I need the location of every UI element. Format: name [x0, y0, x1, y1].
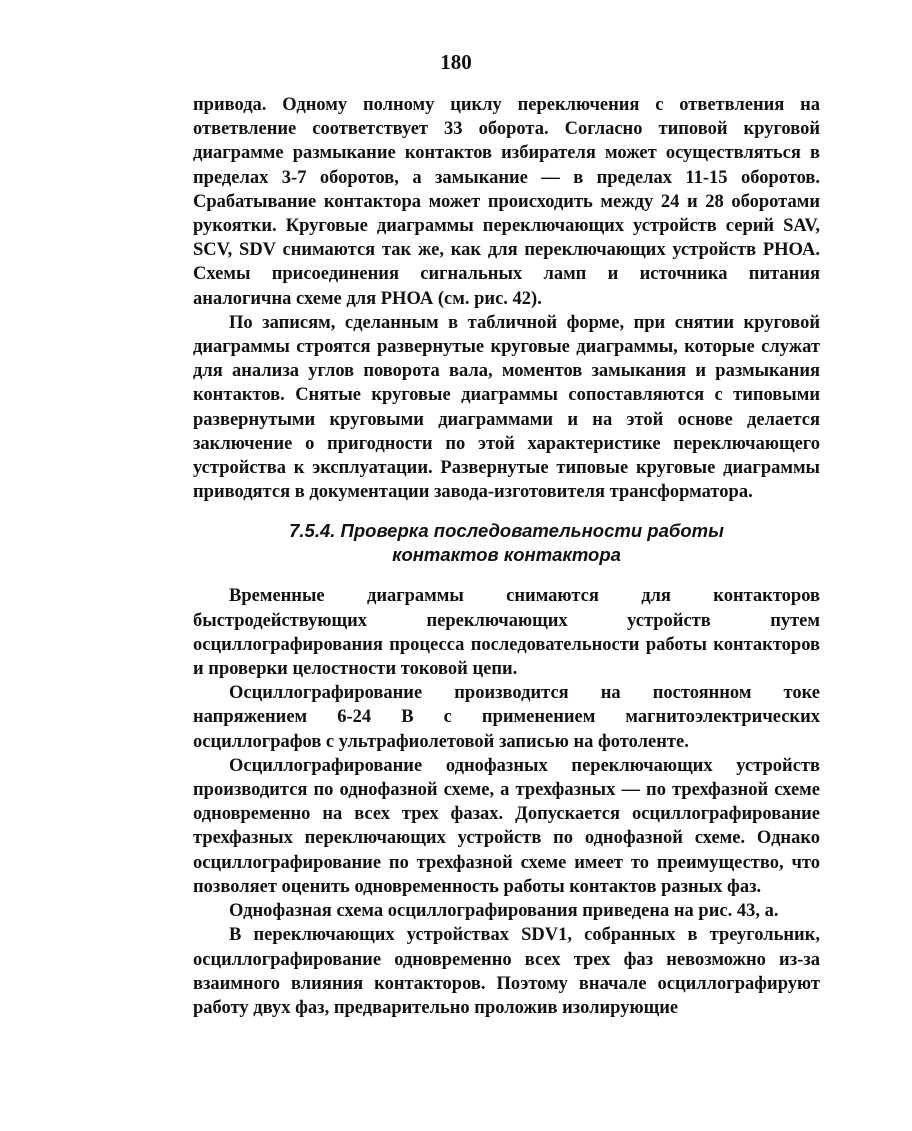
- paragraph: Временные диаграммы снимаются для контакторов быстродействующих переключающих устройств путем осциллографирования процесса последовательности работы контакторов и проверки целостности токовой цепи.: [193, 586, 820, 680]
- paragraph: Однофазная схема осциллографирования приведена на рис. 43, а.: [229, 901, 779, 922]
- paragraph: Осциллографирование однофазных переключающих устройств производится по однофазной схеме, а трехфазных — по трехфазной схеме одновременно на всех трех фазах. Допускается осциллографирование трехфазных переключающих устройств по однофазной схеме. Однако осциллографирование по трехфазной схеме имеет то преимущество, что позволяет оценить одновременность работы контактов разных фаз.: [193, 755, 820, 897]
- section-heading: [193, 519, 820, 567]
- section-heading-line-1: 7.5.4. Проверка последовательности работы: [289, 520, 724, 542]
- section-heading-line-2: контактов контактора: [392, 544, 621, 566]
- page-body: [193, 93, 820, 1020]
- paragraph-continues: В переключающих устройствах SDV1, собранных в треугольник, осциллографирование одновременно всех трех фаз невозможно из-за взаимного влияния контакторов. Поэтому вначале осциллографируют работу двух фаз, предварительно проложив изолирующие: [193, 925, 820, 1018]
- page-number: 180: [440, 50, 472, 74]
- paragraph: Осциллографирование производится на постоянном токе напряжением 6-24 В с применением магнитоэлектрических осциллографов с ультрафиолетовой записью на фотоленте.: [193, 683, 820, 752]
- paragraph-continued: привода. Одному полному циклу переключения с ответвления на ответвление соответствует 33 оборота. Согласно типовой круговой диаграмме размыкание контактов избирателя может осуществляться в пределах 3-7 оборотов, а замыкание — в пределах 11-15 оборотов. Срабатывание контактора может происходить между 24 и 28 оборотами рукоятки. Круговые диаграммы переключающих устройств серий SAV, SCV, SDV снимаются так же, как для переключающих устройств РНОА. Схемы присоединения сигнальных ламп и источника питания аналогична схеме для РНОА (см. рис. 42).: [193, 95, 820, 309]
- paragraph: По записям, сделанным в табличной форме, при снятии круговой диаграммы строятся развернутые круговые диаграммы, которые служат для анализа углов поворота вала, моментов замыкания и размыкания контактов. Снятые круговые диаграммы сопоставляются с типовыми развернутыми круговыми диаграммами и на этой основе делается заключение о пригодности по этой характеристике переключающего устройства к эксплуатации. Развернутые типовые круговые диаграммы приводятся в документации завода-изготовителя трансформатора.: [193, 312, 820, 503]
